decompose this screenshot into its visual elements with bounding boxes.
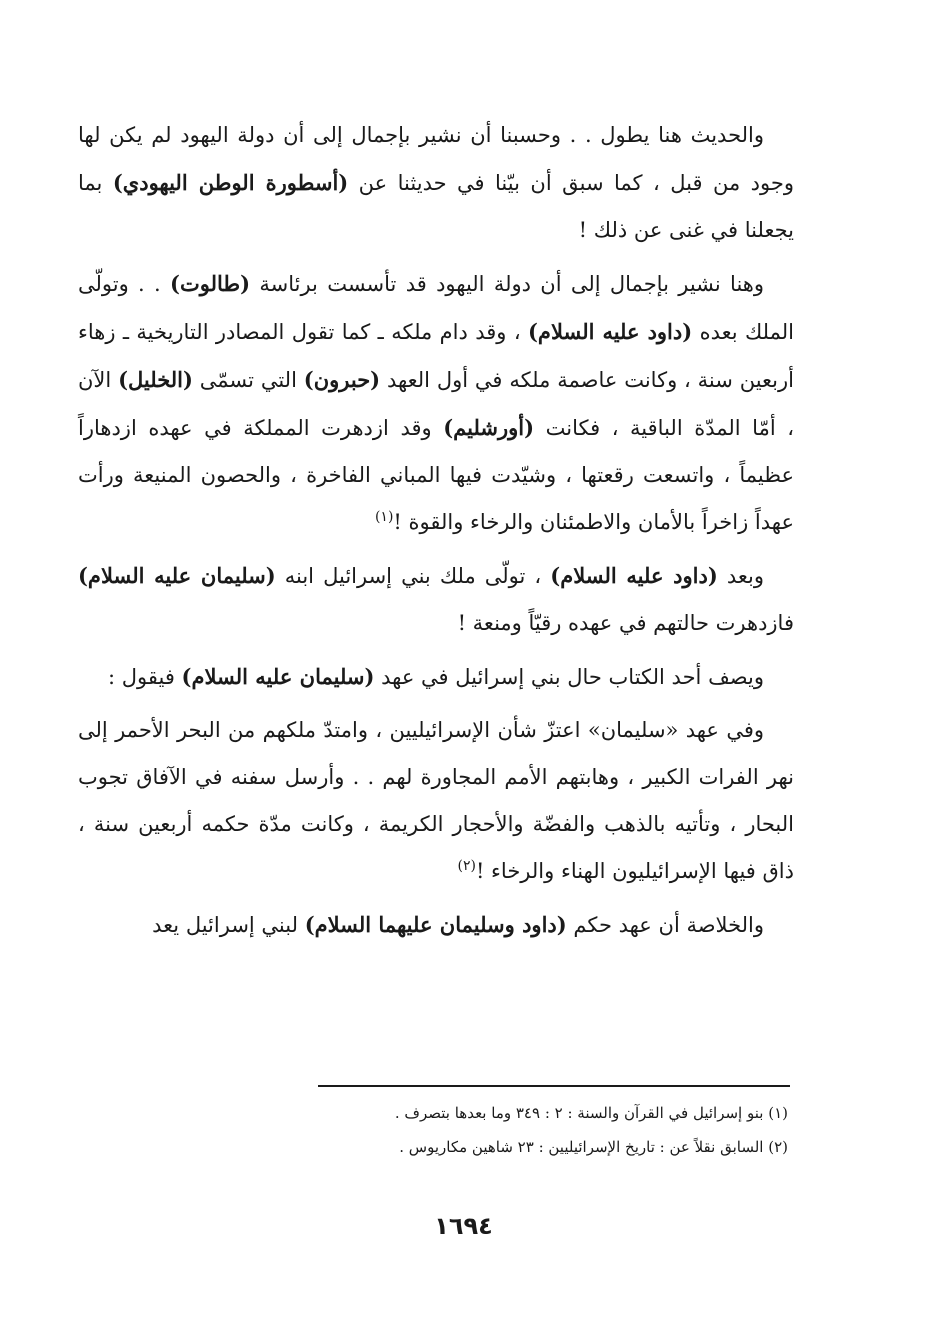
footnote-2: (٢) السابق نقلاً عن : تاريخ الإسرائيليين : ٢٣ شاهين مكاريوس .: [399, 1138, 788, 1156]
text-segment: فيقول :: [108, 665, 182, 689]
paragraph-6: [78, 901, 794, 949]
text-segment: وفي عهد «سليمان» اعتزّ شأن الإسرائيليين ، وامتدّ ملكهم من البحر الأحمر إلى نهر الفرات الكبير ، وهابتهم الأمم المجاورة لهم . . وأرسل سفنه في الآفاق تجوب البحار ، وتأتيه بالذهب والفضّة والأحجار الكريمة ، وكانت مدّة حكمه أربعين سنة ، ذاق فيها الإسرائيليون الهناء والرخاء !: [78, 718, 794, 883]
paragraph-2: [78, 260, 794, 546]
bold-term: (سليمان عليه السلام): [181, 664, 375, 689]
text-segment: وهنا نشير بإجمال إلى أن دولة اليهود قد تأسست برئاسة: [250, 272, 764, 296]
bold-term: (حبرون): [303, 367, 381, 392]
bold-term: (سليمان عليه السلام): [78, 563, 276, 588]
main-text: [78, 112, 794, 955]
text-segment: . . وتولّى الملك بعده: [78, 272, 794, 344]
text-segment: ، وقد دام ملكه ـ كما تقول المصادر التاريخية ـ زهاء أربعين سنة ، وكانت عاصمة ملكه في أول العهد: [78, 320, 794, 392]
footnote-ref-1[interactable]: (١): [374, 509, 394, 525]
text-segment: التي تسمّى: [192, 368, 304, 392]
footnote-1: (١) بنو إسرائيل في القرآن والسنة : ٢ : ٣٤٩ وما بعدها بتصرف .: [394, 1104, 788, 1122]
bold-term: (داود وسليمان عليهما السلام): [304, 912, 567, 937]
text-segment: فازدهرت حالتهم في عهده رقيّاً ومنعة !: [457, 611, 794, 635]
paragraph-5-quote: [78, 707, 794, 895]
paragraph-1: [78, 112, 794, 254]
text-segment: وبعد: [717, 564, 764, 588]
paragraph-3: [78, 552, 794, 647]
bold-term: (طالوت): [170, 271, 251, 296]
bold-term: (أورشليم): [443, 415, 535, 440]
footnote-ref-2[interactable]: (٢): [457, 858, 476, 874]
text-segment: ويصف أحد الكتاب حال بني إسرائيل في عهد: [374, 665, 764, 689]
text-segment: الآن ، أمّا المدّة الباقية ، فكانت: [78, 368, 794, 440]
text-segment: والخلاصة أن عهد حكم: [566, 913, 764, 937]
page-number: ١٦٩٤: [434, 1212, 493, 1240]
text-segment: لبني إسرائيل يعد: [152, 913, 305, 937]
text-segment: ، تولّى ملك بني إسرائيل ابنه: [275, 564, 551, 588]
text-segment: والحديث هنا يطول . . وحسبنا أن نشير بإجمال إلى أن دولة اليهود لم يكن لها وجود من قبل ، كما سبق أن بيّنا في حديثنا عن: [78, 123, 794, 195]
text-segment: بما يجعلنا في غنى عن ذلك !: [78, 171, 794, 242]
bold-term: (الخليل): [118, 367, 193, 392]
bold-term: (أسطورة الوطن اليهودي): [112, 170, 349, 195]
footnote-divider: [318, 1085, 790, 1087]
paragraph-4: [78, 653, 794, 701]
bold-term: (داود عليه السلام): [528, 319, 693, 344]
footnotes: [120, 1096, 788, 1164]
text-segment: وقد ازدهرت المملكة في عهده ازدهاراً عظيماً ، واتسعت رقعتها ، وشيّدت فيها المباني الفاخرة ، والحصون المنيعة ورأت عهداً زاخراً بالأمان والاطمئنان والرخاء والقوة !: [78, 416, 794, 534]
bold-term: (داود عليه السلام): [550, 563, 718, 588]
